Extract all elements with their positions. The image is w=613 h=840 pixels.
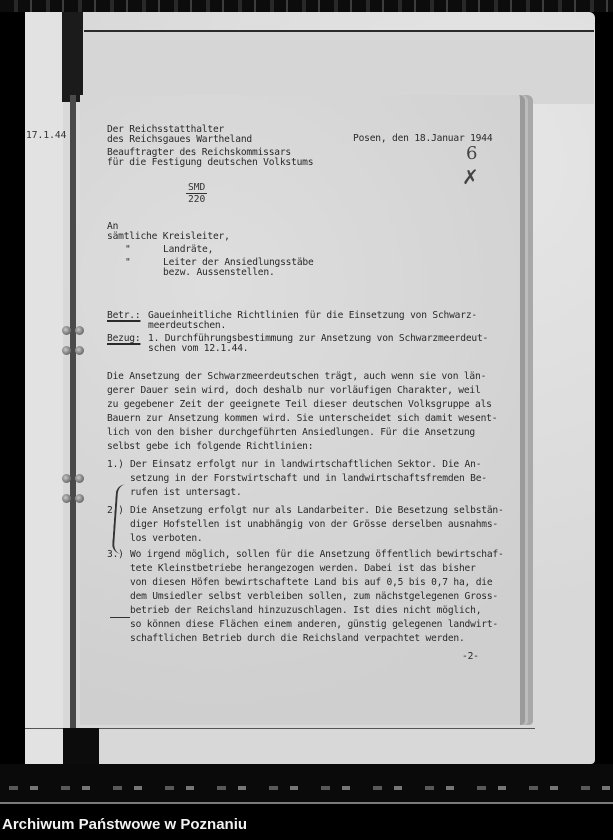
intro-line: zu gegebener Zeit der geeignete Teil dieser deutschen Volksgruppe als xyxy=(107,399,492,410)
ditto-mark: " xyxy=(125,257,131,268)
sender-line-4: für die Festigung deutschen Volkstums xyxy=(107,157,314,168)
intro-line: lich von den bisher durchgeführten Ansiedlungen. Für die Ansetzung xyxy=(107,427,476,438)
item-line: tete Kleinstbetriebe herangezogen werden. Dabei ist das bisher xyxy=(130,563,476,574)
folder-spine-shadow xyxy=(62,12,83,102)
rivet-icon xyxy=(75,474,84,483)
subject-line-2: meerdeutschen. xyxy=(148,320,227,331)
page-marker: -2- xyxy=(462,651,479,662)
item-number: 3.) xyxy=(107,549,124,560)
intro-line: Die Ansetzung der Schwarzmeerdeutschen trägt, auch wenn sie von län- xyxy=(107,371,487,382)
sender-line-2: des Reichsgaues Wartheland xyxy=(107,134,252,145)
rivet-icon xyxy=(75,326,84,335)
reference-line-2: schen vom 12.1.44. xyxy=(148,343,249,354)
item-number: 1.) xyxy=(107,459,124,470)
margin-dash xyxy=(110,617,130,618)
sender-line-3: Beauftragter des Reichskommissars xyxy=(107,147,292,158)
item-line: schaftlichen Betrieb durch die Reichsland verpachtet werden. xyxy=(130,633,465,644)
item-line: rufen ist untersagt. xyxy=(130,487,242,498)
item-line: diger Hofstellen ist unabhängig von der Grösse derselben ausnahms- xyxy=(130,519,499,530)
intro-line: selbst gebe ich folgende Richtlinien: xyxy=(107,441,314,452)
underlying-sheet xyxy=(84,30,594,104)
intro-line: Bauern zur Ansetzung kommen wird. Sie unterscheidet sich damit wesent- xyxy=(107,413,498,424)
reference-label: Bezug: xyxy=(107,333,141,344)
rivet-icon xyxy=(62,326,71,335)
ditto-mark: " xyxy=(125,244,131,255)
handwritten-number: 6 xyxy=(466,143,478,164)
place-date: Posen, den 18.Januar 1944 xyxy=(353,133,493,144)
rivet-icon xyxy=(75,346,84,355)
item-line: Der Einsatz erfolgt nur in landwirtschaftlichen Sektor. Die An- xyxy=(130,459,482,470)
addressee-line-3a: Leiter der Ansiedlungsstäbe xyxy=(163,257,314,268)
addressee-line-1: sämtliche Kreisleiter, xyxy=(107,231,230,242)
intro-line: gerer Dauer sein wird, doch deshalb nur vorläufigen Charakter, weil xyxy=(107,385,481,396)
divider xyxy=(0,802,613,804)
subject-line-1: Gaueinheitliche Richtlinien für die Einsetzung von Schwarz- xyxy=(148,310,477,321)
rivet-icon xyxy=(75,494,84,503)
item-line: Wo irgend möglich, sollen für die Ansetzung öffentlich bewirtschaf- xyxy=(130,549,504,560)
margin-date: 17.1.44 xyxy=(26,130,67,141)
item-line: dem Umsiedler selbst verbleiben sollen, zum nächstgelegenen Gross- xyxy=(130,591,499,602)
reference-line-1: 1. Durchführungsbestimmung zur Ansetzung von Schwarzmeerdeut- xyxy=(148,333,489,344)
page-edge-line xyxy=(25,728,535,729)
rivet-icon xyxy=(62,474,71,483)
item-number: 2.) xyxy=(107,505,124,516)
addressee-line-3b: bezw. Aussenstellen. xyxy=(163,267,275,278)
reference-code xyxy=(186,182,207,205)
item-line: so können diese Flächen einem anderen, günstig gelegenen landwirt- xyxy=(130,619,499,630)
film-edge-bottom xyxy=(0,764,613,804)
handwritten-mark-icon: ✗ xyxy=(462,165,479,189)
item-line: los verboten. xyxy=(130,533,203,544)
film-edge-top xyxy=(0,0,613,12)
reference-code-top: SMD xyxy=(188,182,206,193)
folder-left-strip xyxy=(25,12,63,764)
sender-line-1: Der Reichsstatthalter xyxy=(107,124,225,135)
item-line: betrieb der Reichsland hinzuzuschlagen. Ist dies nicht möglich, xyxy=(130,605,482,616)
addressee-an: An xyxy=(107,221,119,232)
binding-strip xyxy=(70,95,76,735)
item-line: von diesen Höfen bewirtschaftete Land bis auf 0,5 bis 0,7 ha, die xyxy=(130,577,493,588)
film-scratch xyxy=(0,786,613,790)
addressee-line-2: Landräte, xyxy=(163,244,214,255)
item-line: setzung in der Forstwirtschaft und in landwirtschaftsfremden Be- xyxy=(130,473,487,484)
rivet-icon xyxy=(62,346,71,355)
archive-label: Archiwum Państwowe w Poznaniu xyxy=(2,816,248,833)
item-line: Die Ansetzung erfolgt nur als Landarbeiter. Die Besetzung selbstän- xyxy=(130,505,504,516)
subject-label: Betr.: xyxy=(107,310,141,321)
binding-clip xyxy=(63,728,99,764)
reference-code-bottom: 220 xyxy=(188,194,206,205)
rivet-icon xyxy=(62,494,71,503)
